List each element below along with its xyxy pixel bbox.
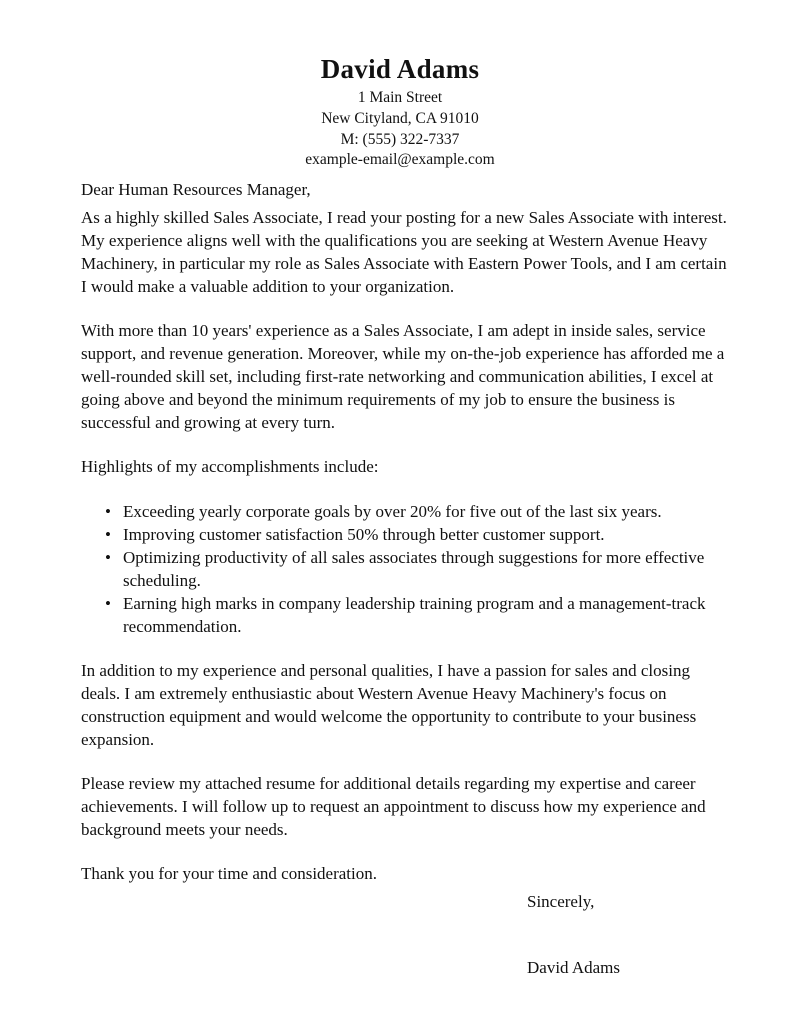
highlights-list — [81, 500, 731, 638]
highlight-text: Optimizing productivity of all sales associates through suggestions for more effective scheduling. — [123, 548, 705, 590]
sender-email: example-email@example.com — [305, 151, 495, 169]
letter-body — [81, 178, 731, 885]
thank-you-line: Thank you for your time and consideration. — [81, 864, 378, 883]
list-item — [81, 592, 731, 638]
paragraph-follow-up: Please review my attached resume for additional details regarding my expertise and career achievements. I will follow up to request an appointment to discuss how my experience and background meets your needs. — [81, 774, 706, 839]
list-item — [81, 500, 731, 523]
highlight-text: Earning high marks in company leadership training program and a management-track recommendation. — [123, 594, 706, 636]
list-item — [81, 523, 731, 546]
bullet-icon: • — [105, 502, 111, 521]
paragraph-experience: With more than 10 years' experience as a Sales Associate, I am adept in inside sales, service support, and revenue generation. Moreover, while my on-the-job experience has afforded me a well-rounded skill set, including first-rate networking and communication abilities, I excel at going above and beyond the minimum requirements of my job to ensure the business is successful and growing at every turn. — [81, 321, 725, 432]
signoff-block — [527, 890, 620, 979]
bullet-icon: • — [105, 594, 111, 613]
list-item — [81, 546, 731, 592]
sender-address-line1: 1 Main Street — [357, 89, 443, 106]
salutation: Dear Human Resources Manager, — [81, 180, 311, 199]
sender-phone: M: (555) 322-7337 — [340, 130, 460, 148]
highlight-text: Improving customer satisfaction 50% through better customer support. — [123, 525, 605, 544]
sender-name: David Adams — [320, 54, 480, 84]
sender-address-line2: New Cityland, CA 91010 — [321, 109, 479, 127]
closing-salutation: Sincerely, — [527, 892, 595, 911]
paragraph-introduction: As a highly skilled Sales Associate, I read your posting for a new Sales Associate with interest. My experience aligns well with the qualifications you are seeking at Western Avenue Heavy Machinery, in particular my role as Sales Associate with Eastern Power Tools, and I am certain I would make a valuable addition to your organization. — [81, 208, 727, 296]
highlight-text: Exceeding yearly corporate goals by over 20% for five out of the last six years. — [123, 502, 662, 521]
letter-header — [0, 52, 800, 171]
bullet-icon: • — [105, 525, 111, 544]
bullet-icon: • — [105, 548, 111, 567]
signature-name: David Adams — [527, 958, 621, 977]
paragraph-passion: In addition to my experience and personal qualities, I have a passion for sales and closing deals. I am extremely enthusiastic about Western Avenue Heavy Machinery's focus on construction equipment and would welcome the opportunity to contribute to your business expansion. — [81, 661, 697, 749]
highlights-intro: Highlights of my accomplishments include: — [81, 457, 379, 476]
